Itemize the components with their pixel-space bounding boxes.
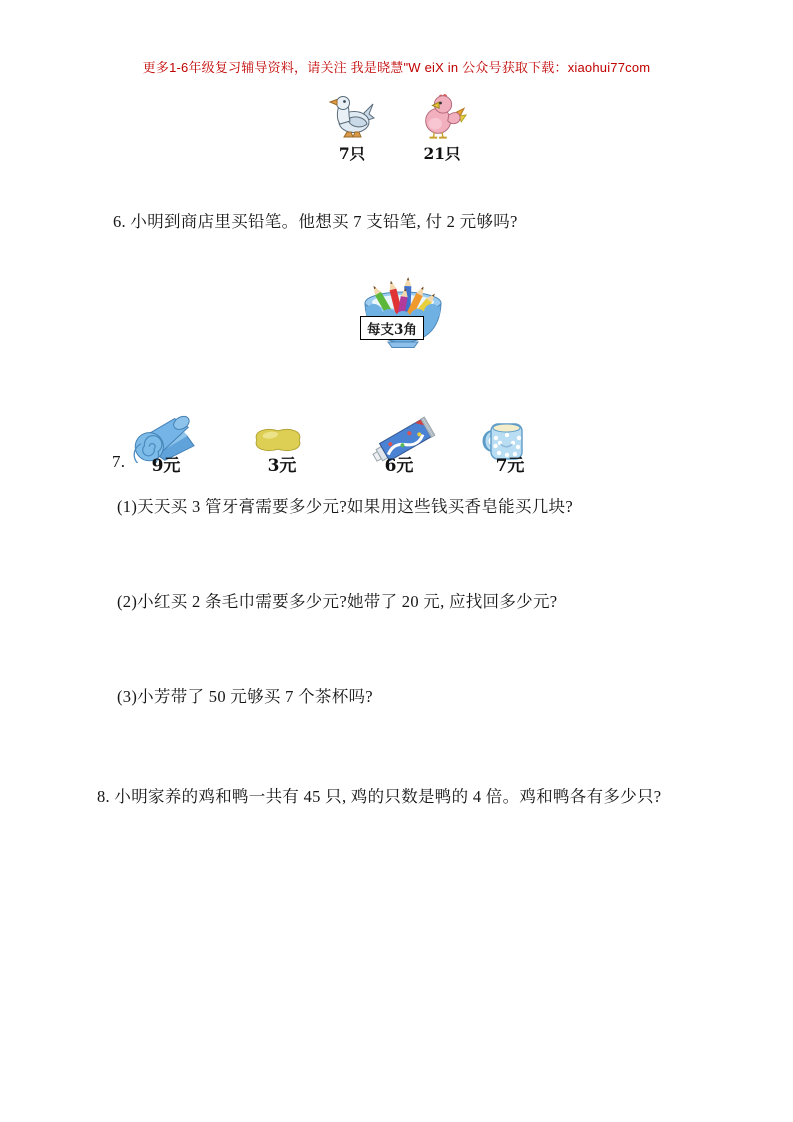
duck-clipart: [328, 91, 376, 141]
header-notice: 更多1-6年级复习辅导资料，请关注 我是晓慧"W eiX in 公众号获取下载：xiaohui77com: [142, 60, 651, 75]
price-label-mug: 7元: [495, 456, 525, 476]
pencil-price-tag: 每支3角: [360, 316, 424, 340]
chick-figure: [413, 91, 471, 164]
duck-figure: [323, 91, 381, 164]
chick-count-label: 21只: [423, 144, 461, 163]
question-7-sub-1: (1)天天买 3 管牙膏需要多少元?如果用这些钱买香皂能买几块?: [117, 497, 573, 516]
question-8-text: 8. 小明家养的鸡和鸭一共有 45 只, 鸡的只数是鸭的 4 倍。鸡和鸭各有多少只?: [97, 787, 662, 806]
question-6-text: 6. 小明到商店里买铅笔。他想买 7 支铅笔, 付 2 元够吗?: [113, 212, 518, 231]
question-7-sub-2: (2)小红买 2 条毛巾需要多少元?她带了 20 元, 应找回多少元?: [117, 592, 558, 611]
price-label-towel: 9元: [151, 456, 181, 476]
duck-count-label: 7只: [338, 144, 366, 163]
price-label-soap: 3元: [267, 456, 297, 476]
chick-clipart: [417, 91, 467, 141]
question-7-sub-3: (3)小芳带了 50 元够买 7 个茶杯吗?: [117, 687, 373, 706]
question-7-number: 7.: [112, 452, 126, 471]
price-label-toothpaste: 6元: [384, 456, 414, 476]
